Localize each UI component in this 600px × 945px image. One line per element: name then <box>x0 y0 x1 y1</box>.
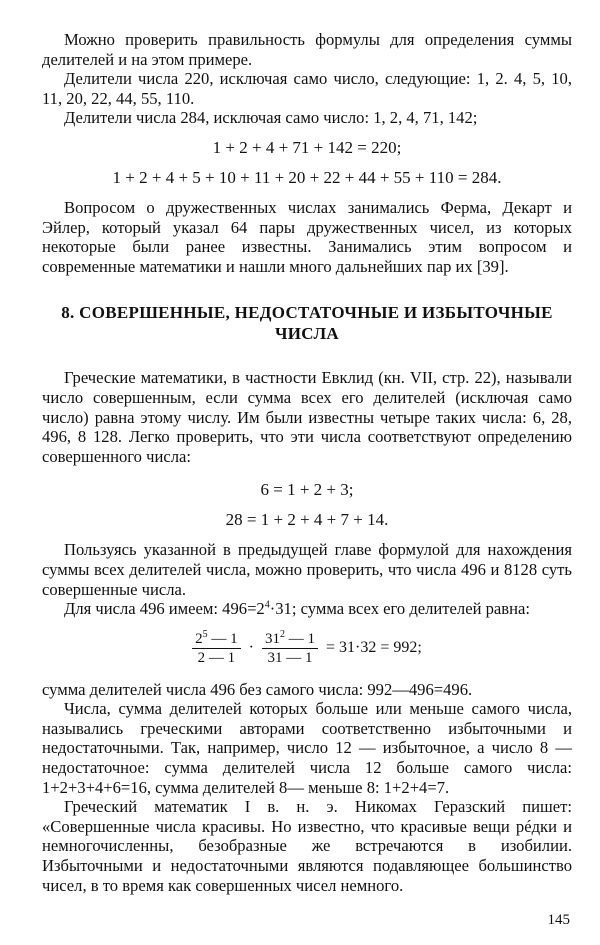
formula-result: = 31·32 = 992; <box>326 639 422 657</box>
numerator-rest: — 1 <box>285 630 315 647</box>
paragraph-using-formula: Пользуясь указанной в предыдущей главе формулой для нахождения суммы всех делителей числа, можно проверить, что числа 496 и 8128 суть совершенные числа. <box>42 540 572 599</box>
fraction-powers-of-two <box>192 628 241 666</box>
exponent-4: 4 <box>264 599 270 611</box>
paragraph-amicable-history: Вопросом о дружественных числах занимались Ферма, Декарт и Эйлер, который указал 64 пары дружественных чисел, из которых некоторые были ранее известны. Занимались этим вопросом и современные математики и нашли много дальнейших пар их [39]. <box>42 197 572 276</box>
section-heading: 8. СОВЕРШЕННЫЕ, НЕДОСТАТОЧНЫЕ И ИЗБЫТОЧНЫЕ ЧИСЛА <box>61 303 553 344</box>
paragraph-divisors-284: Делители числа 284, исключая само число: 1, 2, 4, 71, 142; <box>64 108 478 128</box>
equation-sum-220-divisors: 1 + 2 + 4 + 5 + 10 + 11 + 20 + 22 + 44 + 55 + 110 = 284. <box>112 167 502 187</box>
fraction-denominator: 2 — 1 <box>197 649 236 666</box>
numerator-exponent: 2 <box>280 628 285 640</box>
numerator-rest: — 1 <box>207 630 238 647</box>
text-496-after: ·31; сумма всех его делителей равна: <box>269 599 530 619</box>
equation-perfect-6: 6 = 1 + 2 + 3; <box>260 480 354 500</box>
paragraph-sum-without-number: сумма делителей числа 496 без самого числа: 992—496=496. <box>42 679 473 699</box>
equation-sum-284-divisors: 1 + 2 + 4 + 71 + 142 = 220; <box>212 137 402 157</box>
divisor-sum-formula <box>42 628 572 666</box>
fraction-numerator <box>262 628 318 649</box>
paragraph-496-factorization <box>42 599 572 619</box>
paragraph-formula-check: Можно проверить правильность формулы для определения суммы делителей и на этом примере. <box>42 30 572 69</box>
equation-perfect-28: 28 = 1 + 2 + 4 + 7 + 14. <box>225 510 389 530</box>
paragraph-nicomachus-quote: Греческий математик I в. н. э. Никомах Геразский пишет: «Совершенные числа красивы. Но известно, что красивые вещи рéдки и немногочисленны, безобразные же встречаются в изобилии. Избыточными и недостаточными являются подавляющее большинство чисел, в то время как совершенных чисел немного. <box>42 797 572 895</box>
text-496-before: Для числа 496 имеем: 496=2 <box>64 599 265 619</box>
fraction-powers-of-31 <box>262 628 318 666</box>
numerator-base: 2 <box>195 630 203 647</box>
paragraph-perfect-definition: Греческие математики, в частности Евклид (кн. VII, стр. 22), называли число совершенным, если сумма всех его делителей (исключая само число) равна этому числу. Им были известны четыре таких числа: 6, 28, 496, 8 128. Легко проверить, что эти числа соответствуют определению совершенного числа: <box>42 368 572 466</box>
multiply-dot: · <box>248 639 254 657</box>
numerator-base: 31 <box>265 630 280 647</box>
fraction-denominator: 31 — 1 <box>267 649 313 666</box>
numerator-exponent: 5 <box>202 628 208 640</box>
fraction-numerator <box>192 628 241 649</box>
page-number: 145 <box>547 912 570 929</box>
paragraph-divisors-220: Делители числа 220, исключая само число, следующие: 1, 2. 4, 5, 10, 11, 20, 22, 44, 55, 110. <box>42 69 572 108</box>
paragraph-abundant-deficient: Числа, сумма делителей которых больше или меньше самого числа, назывались греческими авторами соответственно избыточными и недостаточными. Так, например, число 12 — избыточное, а число 8 — недостаточное: сумма делителей числа 12 больше самого числа: 1+2+3+4+6=16, сумма делителей 8— меньше 8: 1+2+4=7. <box>42 699 572 797</box>
